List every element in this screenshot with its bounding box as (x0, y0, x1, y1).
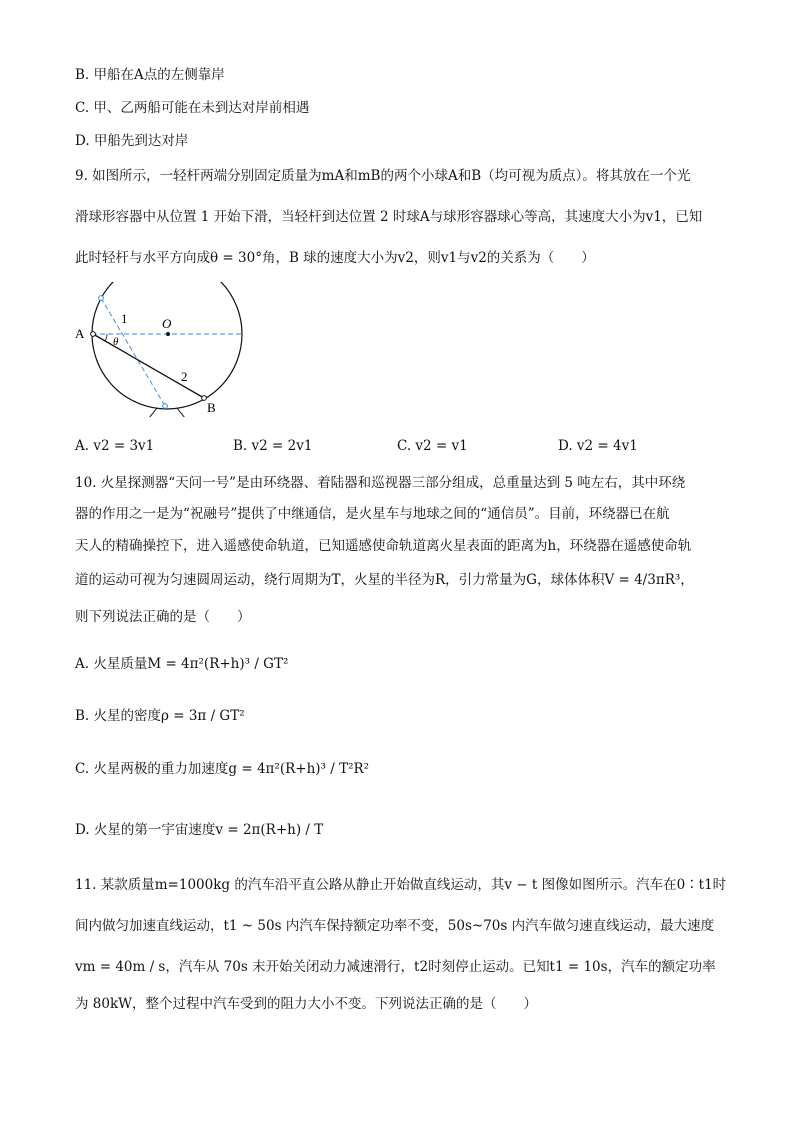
q9-option-d: D. v2 = 4v1 (558, 438, 638, 454)
q9-stem-line3: 此时轻杆与水平方向成θ = 30°角，B 球的速度大小为v2，则v1与v2的关系为（ ） (75, 250, 595, 266)
label-b: B (207, 400, 216, 415)
sphere-center-dot (166, 332, 170, 336)
label-theta: θ (113, 336, 119, 348)
q10-option-c: C. 火星两极的重力加速度g = 4π²(R+h)³ / T²R² (75, 761, 370, 777)
q10-stem-line4: 道的运动可视为匀速圆周运动，绕行周期为T，火星的半径为R，引力常量为G，球体体积V = 4/3πR³， (75, 572, 694, 588)
q10-option-b: B. 火星的密度ρ = 3π / GT² (75, 708, 245, 724)
ball-b (202, 396, 207, 401)
label-1: 1 (121, 311, 128, 326)
rod-position-1 (101, 298, 165, 406)
q11-stem-line2: 间内做匀加速直线运动，t1 ~ 50s 内汽车保持额定功率不变，50s~70s 内汽车做匀速直线运动，最大速度 (75, 918, 715, 934)
q11-stem-line3: vm = 40m / s，汽车从 70s 末开始关闭动力减速滑行，t2时刻停止运动。已知t1 = 10s，汽车的额定功率 (75, 959, 716, 975)
rod-position-2 (93, 334, 204, 398)
q10-stem-line1: 10. 火星探测器“天问一号”是由环绕器、着陆器和巡视器三部分组成，总重量达到 5 吨左右，其中环绕 (75, 475, 686, 491)
q9-option-b: B. v2 = 2v1 (233, 438, 313, 454)
q10-stem-line3: 天人的精确操控下，进入遥感使命轨道，已知遥感使命轨道离火星表面的距离为h，环绕器在遥感使命轨 (75, 538, 692, 554)
label-a: A (75, 326, 85, 341)
q8-option-c: C. 甲、乙两船可能在未到达对岸前相遇 (75, 100, 310, 116)
q9-stem-line1: 9. 如图所示，一轻杆两端分别固定质量为mA和mB的两个小球A和B（均可视为质点）。将其放在一个光 (75, 168, 691, 184)
q8-option-d: D. 甲船先到达对岸 (75, 133, 189, 149)
q10-stem-line2: 器的作用之一是为“祝融号”提供了中继通信，是火星车与地球之间的“通信员”。目前，环绕器已在航 (75, 506, 670, 522)
q8-option-b: B. 甲船在A点的左侧靠岸 (75, 67, 225, 83)
q9-option-a: A. v2 = 3v1 (75, 438, 155, 454)
label-2: 2 (181, 369, 188, 384)
label-o: O (162, 316, 172, 331)
q11-stem-line1: 11. 某款质量m=1000kg 的汽车沿平直公路从静止开始做直线运动，其v − t 图像如图所示。汽车在0∶t1时 (75, 877, 727, 893)
ball-position-1-top (99, 296, 104, 301)
q10-option-a: A. 火星质量M = 4π²(R+h)³ / GT² (75, 656, 289, 672)
q9-stem-line2: 滑球形容器中从位置 1 开始下滑，当轻杆到达位置 2 时球A与球形容器球心等高，其速度大小为v1，已知 (75, 209, 703, 225)
q10-option-d: D. 火星的第一宇宙速度v = 2π(R+h) / T (75, 822, 324, 838)
q11-stem-line4: 为 80kW，整个过程中汽车受到的阻力大小不变。下列说法正确的是（ ） (75, 996, 538, 1012)
ball-position-1-bottom (163, 404, 168, 409)
ball-a (91, 332, 96, 337)
q10-stem-line5: 则下列说法正确的是（ ） (75, 609, 251, 625)
sphere-container-figure (73, 282, 253, 417)
theta-arc (105, 334, 107, 341)
q9-option-c: C. v2 = v1 (397, 438, 468, 454)
